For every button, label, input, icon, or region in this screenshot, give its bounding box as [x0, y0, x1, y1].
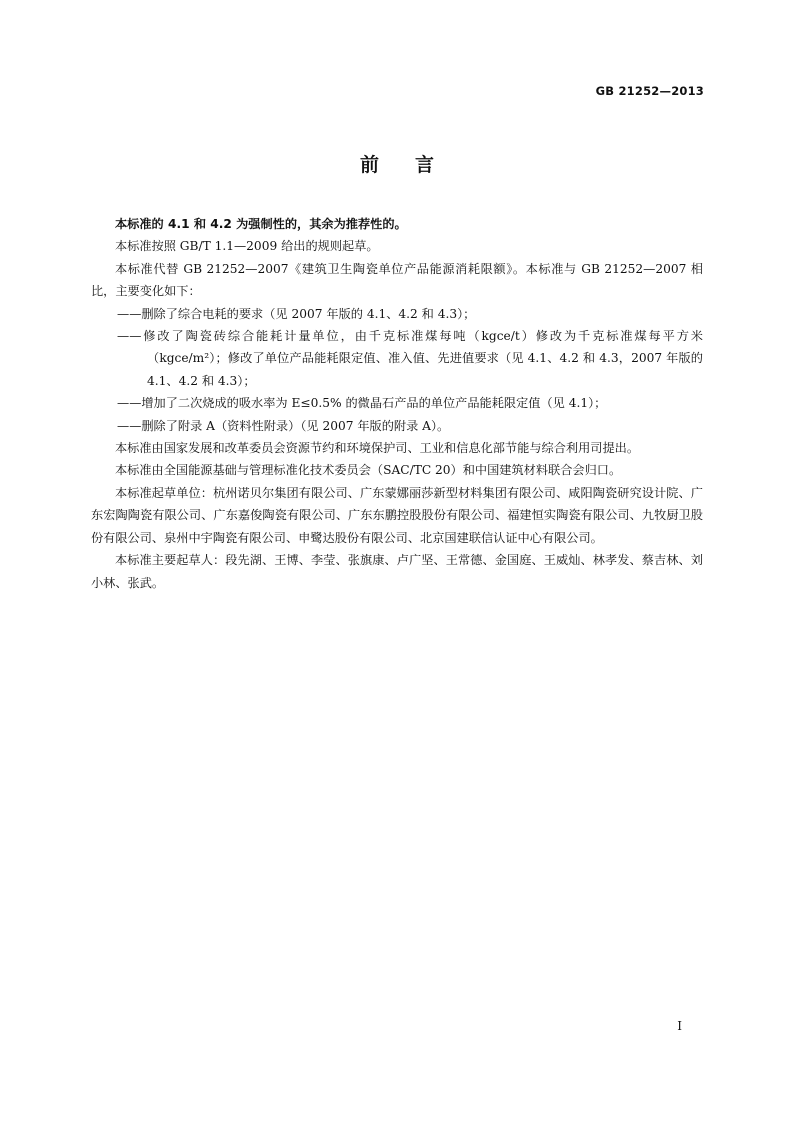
foreword-body: [91, 213, 703, 594]
paragraph-drafting-rules: 本标准按照 GB/T 1.1—2009 给出的规则起草。: [115, 239, 379, 254]
paragraph-proposed-by: 本标准由国家发展和改革委员会资源节约和环境保护司、工业和信息化部节能与综合利用司提出。: [115, 441, 640, 456]
change-item: ——删除了附录 A（资料性附录）（见 2007 年版的附录 A）。: [117, 418, 450, 433]
standard-code: GB 21252—2013: [595, 84, 704, 98]
change-item: ——删除了综合电耗的要求（见 2007 年版的 4.1、4.2 和 4.3）；: [117, 306, 476, 321]
change-item: ——增加了二次烧成的吸水率为 E≤0.5% 的微晶石产品的单位产品能耗限定值（见 4.1）；: [117, 396, 607, 411]
page-title: 前言: [359, 154, 470, 176]
paragraph-mandatory-clauses: 本标准的 4.1 和 4.2 为强制性的，其余为推荐性的。: [115, 217, 407, 231]
paragraph-drafting-units: 本标准起草单位：杭州诺贝尔集团有限公司、广东蒙娜丽莎新型材料集团有限公司、咸阳陶瓷研究设计院、广东宏陶陶瓷有限公司、广东嘉俊陶瓷有限公司、广东东鹏控股股份有限公司、福建恒实陶瓷有限公司、九牧厨卫股份有限公司、泉州中宇陶瓷有限公司、申鹭达股份有限公司、北京国建联信认证中心有限公司。: [91, 485, 703, 545]
paragraph-replaces: 本标准代替 GB 21252—2007《建筑卫生陶瓷单位产品能源消耗限额》。本标准与 GB 21252—2007 相比，主要变化如下：: [91, 261, 703, 299]
paragraph-drafters: 本标准主要起草人：段先湖、王博、李莹、张旗康、卢广坚、王常德、金国庭、王威灿、林孝发、蔡吉林、刘小林、张武。: [91, 553, 703, 590]
change-item: ——修改了陶瓷砖综合能耗计量单位，由千克标准煤每吨（kgce/t）修改为千克标准煤每平方米（kgce/m²）；修改了单位产品能耗限定值、准入值、先进值要求（见 4.1、4.2 和 4.3，2007 年版的 4.1、4.2 和 4.3）；: [117, 329, 703, 388]
page-number: I: [677, 1019, 682, 1033]
paragraph-under-jurisdiction: 本标准由全国能源基础与管理标准化技术委员会（SAC/TC 20）和中国建筑材料联合会归口。: [115, 463, 622, 478]
